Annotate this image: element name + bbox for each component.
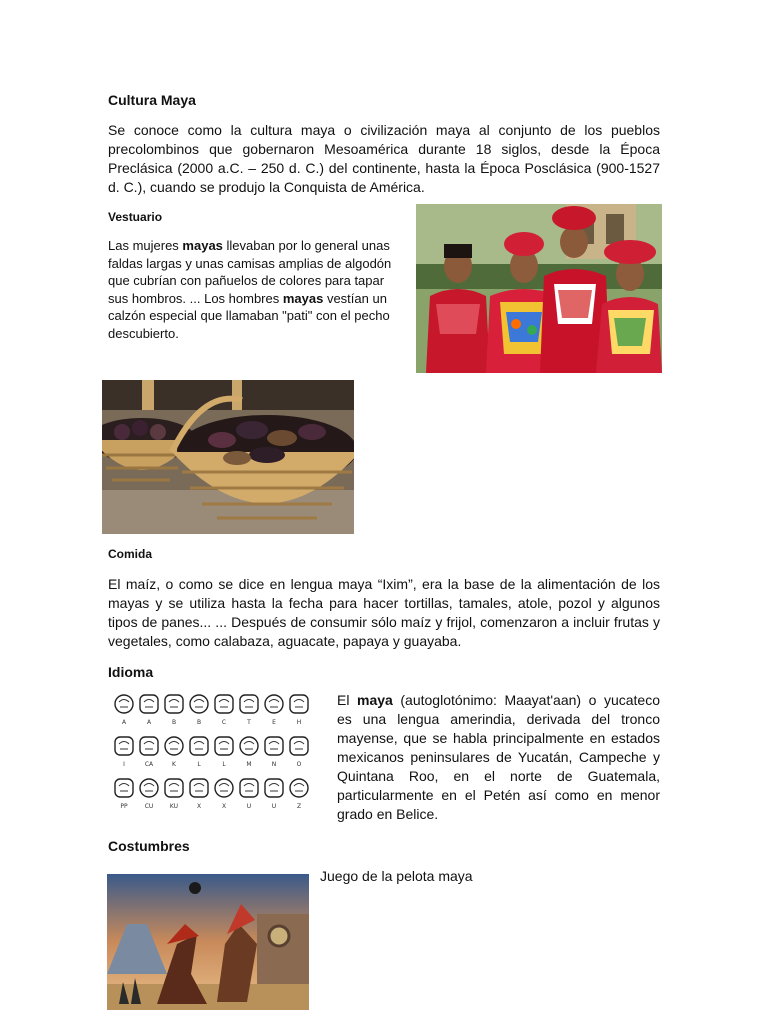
maya-glyphs-chart — [110, 690, 330, 815]
glyph-0-5 — [240, 695, 258, 726]
glyph-label: T — [247, 719, 251, 726]
glyph-0-3 — [190, 695, 208, 726]
glyph-label: CA — [144, 761, 154, 768]
idioma-bold: maya — [357, 692, 393, 708]
vestuario-heading: Vestuario — [108, 210, 163, 224]
glyph-2-4 — [215, 779, 233, 810]
costumbres-heading: Costumbres — [108, 838, 190, 854]
page-title: Cultura Maya — [108, 92, 196, 108]
glyph-2-0 — [115, 779, 133, 810]
idioma-text-1: El — [337, 692, 358, 708]
glyph-2-7 — [290, 779, 308, 810]
glyph-label: U — [271, 803, 277, 810]
glyph-label: B — [171, 719, 177, 726]
glyph-label: Z — [296, 803, 302, 810]
idioma-paragraph — [337, 691, 660, 824]
ball-game-caption: Juego de la pelota maya — [320, 868, 473, 884]
glyph-1-7 — [290, 737, 308, 768]
maya-women-photo — [416, 204, 662, 373]
idioma-text-2: (autoglotónimo: Maayat'aan) o yucateco es una lengua amerindia, derivada del tronco mayense, que se habla principalmente en estados mexicanos peninsulares de Yucatán, Campeche y Quintana Roo, en el norte de Guatemala, particularmente en el Petén así como en menor grado en Belice. — [337, 692, 660, 822]
glyph-1-3 — [190, 737, 208, 768]
glyph-1-2 — [165, 737, 183, 768]
glyph-1-6 — [265, 737, 283, 768]
glyph-label: H — [296, 719, 302, 726]
glyph-label: E — [272, 719, 276, 726]
glyph-1-4 — [215, 737, 233, 768]
glyph-2-3 — [190, 779, 208, 810]
glyph-label: C — [221, 719, 227, 726]
glyph-label: N — [271, 761, 277, 768]
comida-paragraph: El maíz, o como se dice en lengua maya “Ixim”, era la base de la alimentación de los mayas y se utiliza hasta la fecha para hacer tortillas, tamales, atole, pozol y algunos tipos de panes... ... Después de consumir sólo maíz y frijol, comenzaron a incluir frutas y vegetales, como calabaza, aguacate, papaya y guayaba. — [108, 576, 660, 649]
vestuario-bold-2: mayas — [282, 290, 324, 306]
glyph-0-6 — [265, 695, 283, 726]
glyph-label: PP — [120, 803, 128, 810]
glyph-label: L — [197, 761, 201, 768]
glyph-1-0 — [115, 737, 133, 768]
glyph-label: U — [246, 803, 252, 810]
glyph-0-1 — [140, 695, 158, 726]
corn-baskets-photo — [102, 380, 354, 534]
glyph-label: A — [121, 719, 127, 726]
glyph-label: O — [296, 761, 302, 768]
glyph-label: I — [123, 761, 125, 768]
comida-heading: Comida — [108, 547, 153, 561]
glyph-label: K — [172, 761, 176, 768]
glyph-label: M — [246, 761, 252, 768]
glyph-2-2 — [165, 779, 183, 810]
glyph-label: KU — [169, 803, 179, 810]
glyph-0-0 — [115, 695, 133, 726]
vestuario-text-3: vestían un calzón especial que llamaban "pati" con el pecho descubierto. — [108, 290, 390, 341]
glyph-label: X — [196, 803, 202, 810]
idioma-heading: Idioma — [108, 664, 154, 680]
glyph-0-7 — [290, 695, 308, 726]
glyph-label: B — [196, 719, 202, 726]
ball-game-image — [107, 874, 309, 1010]
glyph-0-4 — [215, 695, 233, 726]
glyph-label: L — [222, 761, 226, 768]
vestuario-text-2: llevaban por lo general unas faldas largas y unas camisas amplias de algodón que cubrían con pañuelos de colores para tapar sus hombros. ... Los hombres — [108, 238, 392, 306]
intro-paragraph: Se conoce como la cultura maya o civilización maya al conjunto de los pueblos precolombinos que gobernaron Mesoamérica durante 18 siglos, desde la Época Preclásica (2000 a.C. – 250 d. C.) del continente, hasta la Época Posclásica (900-1527 d. C.), cuando se produjo la Conquista de América. — [108, 122, 660, 195]
glyph-2-6 — [265, 779, 283, 810]
glyph-1-1 — [140, 737, 158, 768]
glyph-label: CU — [144, 803, 154, 810]
glyph-1-5 — [240, 737, 258, 768]
vestuario-text-1: Las mujeres — [108, 238, 183, 253]
glyph-2-1 — [140, 779, 158, 810]
glyph-2-5 — [240, 779, 258, 810]
glyph-label: X — [221, 803, 227, 810]
glyph-label: A — [146, 719, 152, 726]
maya-glyphs-svg — [110, 690, 330, 815]
glyph-0-2 — [165, 695, 183, 726]
vestuario-bold-1: mayas — [182, 238, 223, 253]
vestuario-paragraph — [108, 237, 404, 342]
